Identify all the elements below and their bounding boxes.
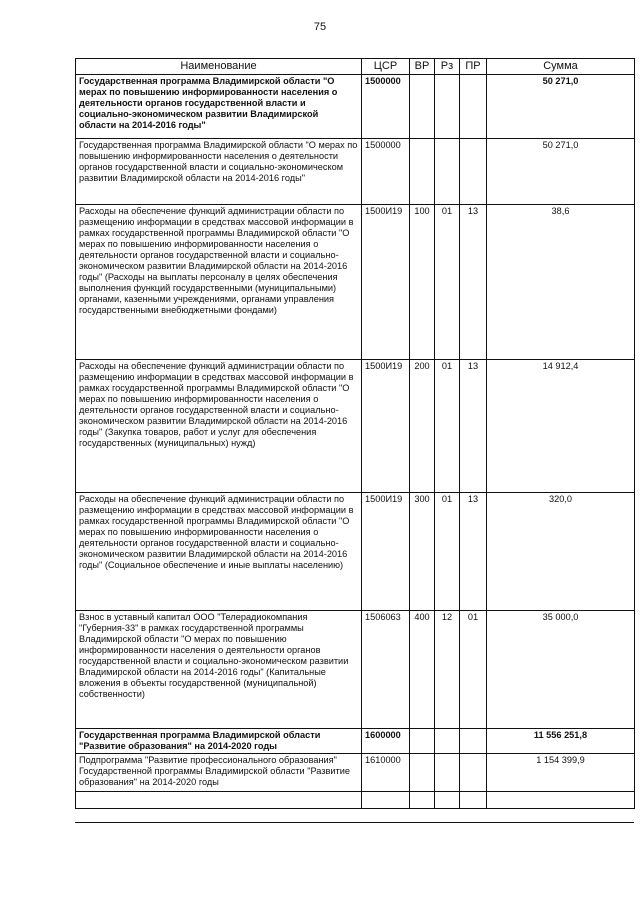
row-pr: [460, 139, 487, 205]
row-rz: [435, 754, 460, 792]
row-rz: 01: [435, 205, 460, 360]
row-name: Государственная программа Владимирской области "О мерах по повышению информированности населения о деятельности органов государственной власти и социально-экономическом развитии Владимирской области на 2014-2016 годы": [76, 75, 362, 139]
row-csr: 1500И19: [362, 205, 410, 360]
table-row: [76, 360, 635, 493]
column-header-csr: ЦСР: [362, 59, 410, 75]
column-header-name: Наименование: [76, 59, 362, 75]
row-vr: [410, 75, 435, 139]
row-csr: 1500000: [362, 139, 410, 205]
table-row: [76, 205, 635, 360]
row-vr: 200: [410, 360, 435, 493]
row-sum: 50 271,0: [487, 75, 635, 139]
row-rz: [435, 75, 460, 139]
row-sum: 50 271,0: [487, 139, 635, 205]
row-name: Подпрограмма "Развитие профессионального образования" Государственной программы Владимирской области "Развитие образования" на 2014-2020 годы: [76, 754, 362, 792]
row-sum: 11 556 251,8: [487, 729, 635, 754]
row-pr: 01: [460, 611, 487, 729]
row-pr: 13: [460, 205, 487, 360]
row-csr: 1610000: [362, 754, 410, 792]
row-pr: [460, 754, 487, 792]
row-vr: 100: [410, 205, 435, 360]
row-pr: 13: [460, 493, 487, 611]
table-body: [76, 75, 635, 809]
column-header-vr: ВР: [410, 59, 435, 75]
row-name: Государственная программа Владимирской области "Развитие образования" на 2014-2020 годы: [76, 729, 362, 754]
row-pr: 13: [460, 360, 487, 493]
row-vr: 300: [410, 493, 435, 611]
row-csr: 1500И19: [362, 493, 410, 611]
row-name: [76, 792, 362, 809]
budget-table: [75, 58, 635, 809]
table-row: [76, 729, 635, 754]
row-csr: 1500И19: [362, 360, 410, 493]
row-rz: 01: [435, 493, 460, 611]
row-sum: 35 000,0: [487, 611, 635, 729]
row-vr: [410, 792, 435, 809]
row-sum: 320,0: [487, 493, 635, 611]
row-rz: [435, 792, 460, 809]
column-header-rz: Рз: [435, 59, 460, 75]
column-header-pr: ПР: [460, 59, 487, 75]
row-name: Расходы на обеспечение функций администрации области по размещению информации в средствах массовой информации в рамках государственной программы Владимирской области "О мерах по повышению информированности населения о деятельности органов государственной власти и социально-экономическом развитии Владимирской области на 2014-2016 годы" (Закупка товаров, работ и услуг для обеспечения государственных (муниципальных) нужд): [76, 360, 362, 493]
page-number: 75: [313, 21, 327, 33]
row-rz: 01: [435, 360, 460, 493]
row-vr: [410, 139, 435, 205]
row-name: Взнос в уставный капитал ООО "Телерадиокомпания "Губерния-33" в рамках государственной программы Владимирской области "О мерах по повышению информированности населения о деятельности органов государственной власти и социально-экономическом развитии Владимирской области на 2014-2016 годы" (Капитальные вложения в объекты государственной (муниципальной) собственности): [76, 611, 362, 729]
row-name: Расходы на обеспечение функций администрации области по размещению информации в средствах массовой информации в рамках государственной программы Владимирской области "О мерах по повышению информированности населения о деятельности органов государственной власти и социально-экономическом развитии Владимирской области на 2014-2016 годы" (Социальное обеспечение и иные выплаты населению): [76, 493, 362, 611]
row-csr: 1500000: [362, 75, 410, 139]
row-rz: [435, 139, 460, 205]
row-sum: 1 154 399,9: [487, 754, 635, 792]
table-row: [76, 754, 635, 792]
column-header-sum: Сумма: [487, 59, 635, 75]
table-row: [76, 139, 635, 205]
row-sum: [487, 792, 635, 809]
table-row: [76, 493, 635, 611]
row-csr: 1506063: [362, 611, 410, 729]
row-pr: [460, 75, 487, 139]
row-sum: 38,6: [487, 205, 635, 360]
row-name: Расходы на обеспечение функций администрации области по размещению информации в средствах массовой информации в рамках государственной программы Владимирской области "О мерах по повышению информированности населения о деятельности органов государственной власти и социально-экономическом развитии Владимирской области на 2014-2016 годы" (Расходы на выплаты персоналу в целях обеспечения выполнения функций государственными (муниципальными) органами, казенными учреждениями, органами управления государственными внебюджетными фондами): [76, 205, 362, 360]
row-pr: [460, 792, 487, 809]
row-vr: [410, 754, 435, 792]
row-csr: 1600000: [362, 729, 410, 754]
row-name: Государственная программа Владимирской области "О мерах по повышению информированности населения о деятельности органов государственной власти и социально-экономическом развитии Владимирской области на 2014-2016 годы": [76, 139, 362, 205]
table-header-row: [76, 59, 635, 75]
table-bottom-border: [75, 822, 634, 823]
table-row: [76, 611, 635, 729]
table-row: [76, 792, 635, 809]
row-rz: [435, 729, 460, 754]
table-row: [76, 75, 635, 139]
row-sum: 14 912,4: [487, 360, 635, 493]
row-vr: 400: [410, 611, 435, 729]
row-vr: [410, 729, 435, 754]
row-pr: [460, 729, 487, 754]
row-rz: 12: [435, 611, 460, 729]
row-csr: [362, 792, 410, 809]
